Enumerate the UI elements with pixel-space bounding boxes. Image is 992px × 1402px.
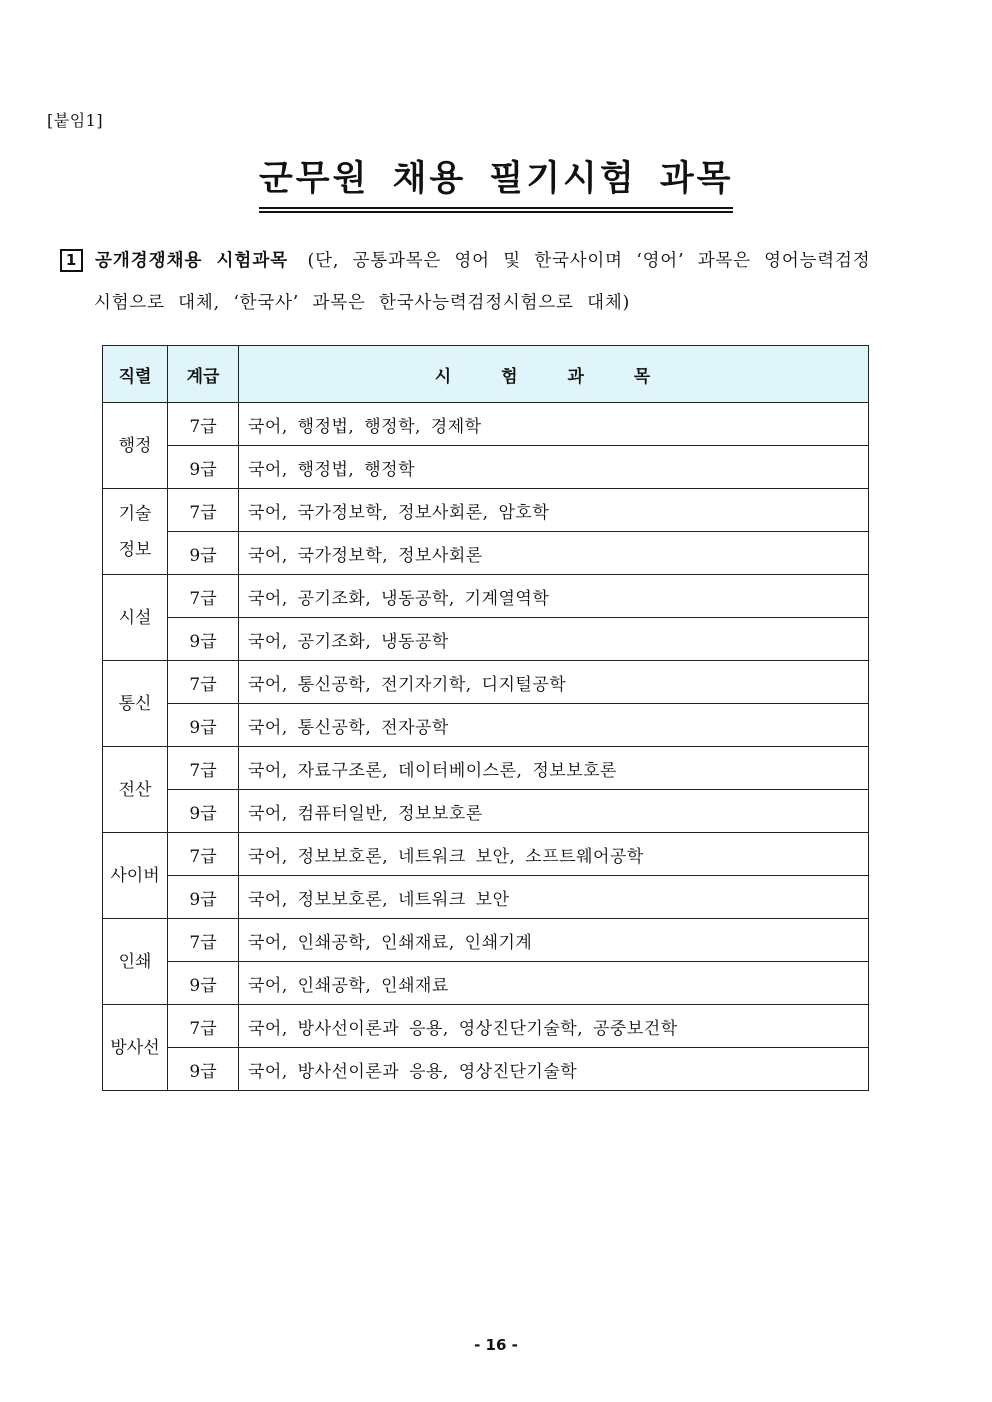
grade-cell: 7급	[168, 489, 239, 532]
page-title-block	[259, 155, 733, 213]
grade-cell: 9급	[168, 704, 239, 747]
subjects-cell: 국어, 자료구조론, 데이터베이스론, 정보보호론	[239, 747, 869, 790]
table-row	[103, 704, 869, 747]
grade-cell: 7급	[168, 1005, 239, 1048]
grade-cell: 7급	[168, 833, 239, 876]
page-number: - 16 -	[474, 1336, 518, 1354]
grade-cell: 9급	[168, 446, 239, 489]
table-row	[103, 790, 869, 833]
subjects-cell: 국어, 정보보호론, 네트워크 보안	[239, 876, 869, 919]
grade-cell: 9급	[168, 962, 239, 1005]
subjects-cell: 국어, 공기조화, 냉동공학, 기계열역학	[239, 575, 869, 618]
table-row	[103, 919, 869, 962]
grade-cell: 9급	[168, 1048, 239, 1091]
subjects-cell: 국어, 통신공학, 전자공학	[239, 704, 869, 747]
table-row	[103, 532, 869, 575]
subjects-cell: 국어, 통신공학, 전기자기학, 디지털공학	[239, 661, 869, 704]
job-cell: 기술 정보	[103, 489, 168, 575]
header-subjects: 시 험 과 목	[239, 346, 869, 403]
table-body	[103, 403, 869, 1091]
job-cell: 통신	[103, 661, 168, 747]
grade-cell: 7급	[168, 919, 239, 962]
section-line-2	[60, 282, 945, 324]
job-cell: 방사선	[103, 1005, 168, 1091]
section-note-line-2: 시험으로 대체, ‘한국사’ 과목은 한국사능력검정시험으로 대체)	[94, 293, 631, 313]
subjects-cell: 국어, 인쇄공학, 인쇄재료	[239, 962, 869, 1005]
table-row	[103, 618, 869, 661]
section-note-line-1: (단, 공통과목은 영어 및 한국사이며 ‘영어’ 과목은 영어능력검정	[307, 251, 871, 271]
grade-cell: 7급	[168, 575, 239, 618]
grade-cell: 7급	[168, 661, 239, 704]
table-row	[103, 876, 869, 919]
job-cell: 사이버	[103, 833, 168, 919]
table-row	[103, 1048, 869, 1091]
table-row	[103, 1005, 869, 1048]
table-header-row	[103, 346, 869, 403]
subjects-cell: 국어, 방사선이론과 응용, 영상진단기술학	[239, 1048, 869, 1091]
grade-cell: 9급	[168, 876, 239, 919]
subjects-cell: 국어, 정보보호론, 네트워크 보안, 소프트웨어공학	[239, 833, 869, 876]
grade-cell: 9급	[168, 790, 239, 833]
table-row	[103, 747, 869, 790]
section-line-1	[60, 240, 945, 282]
subjects-cell: 국어, 행정법, 행정학	[239, 446, 869, 489]
job-cell: 행정	[103, 403, 168, 489]
subjects-cell: 국어, 컴퓨터일반, 정보보호론	[239, 790, 869, 833]
header-job: 직렬	[103, 346, 168, 403]
table-row	[103, 575, 869, 618]
subjects-cell: 국어, 국가정보학, 정보사회론	[239, 532, 869, 575]
grade-cell: 7급	[168, 747, 239, 790]
grade-cell: 9급	[168, 532, 239, 575]
grade-cell: 9급	[168, 618, 239, 661]
section-number-box: 1	[60, 249, 83, 272]
subjects-cell: 국어, 인쇄공학, 인쇄재료, 인쇄기계	[239, 919, 869, 962]
section-1	[60, 240, 945, 324]
table-row	[103, 833, 869, 876]
grade-cell: 7급	[168, 403, 239, 446]
table-row	[103, 962, 869, 1005]
table-row	[103, 489, 869, 532]
subjects-cell: 국어, 방사선이론과 응용, 영상진단기술학, 공중보건학	[239, 1005, 869, 1048]
page-title: 군무원 채용 필기시험 과목	[259, 159, 734, 199]
subjects-cell: 국어, 국가정보학, 정보사회론, 암호학	[239, 489, 869, 532]
attachment-label: [붙임1]	[47, 111, 104, 130]
job-cell: 시설	[103, 575, 168, 661]
table-row	[103, 661, 869, 704]
table-row	[103, 446, 869, 489]
title-double-underline	[259, 207, 733, 213]
table-row	[103, 403, 869, 446]
job-cell: 인쇄	[103, 919, 168, 1005]
header-grade: 계급	[168, 346, 239, 403]
exam-subjects-table	[102, 345, 869, 1091]
section-heading: 공개경쟁채용 시험과목	[95, 251, 289, 271]
subjects-cell: 국어, 행정법, 행정학, 경제학	[239, 403, 869, 446]
job-cell: 전산	[103, 747, 168, 833]
subjects-cell: 국어, 공기조화, 냉동공학	[239, 618, 869, 661]
